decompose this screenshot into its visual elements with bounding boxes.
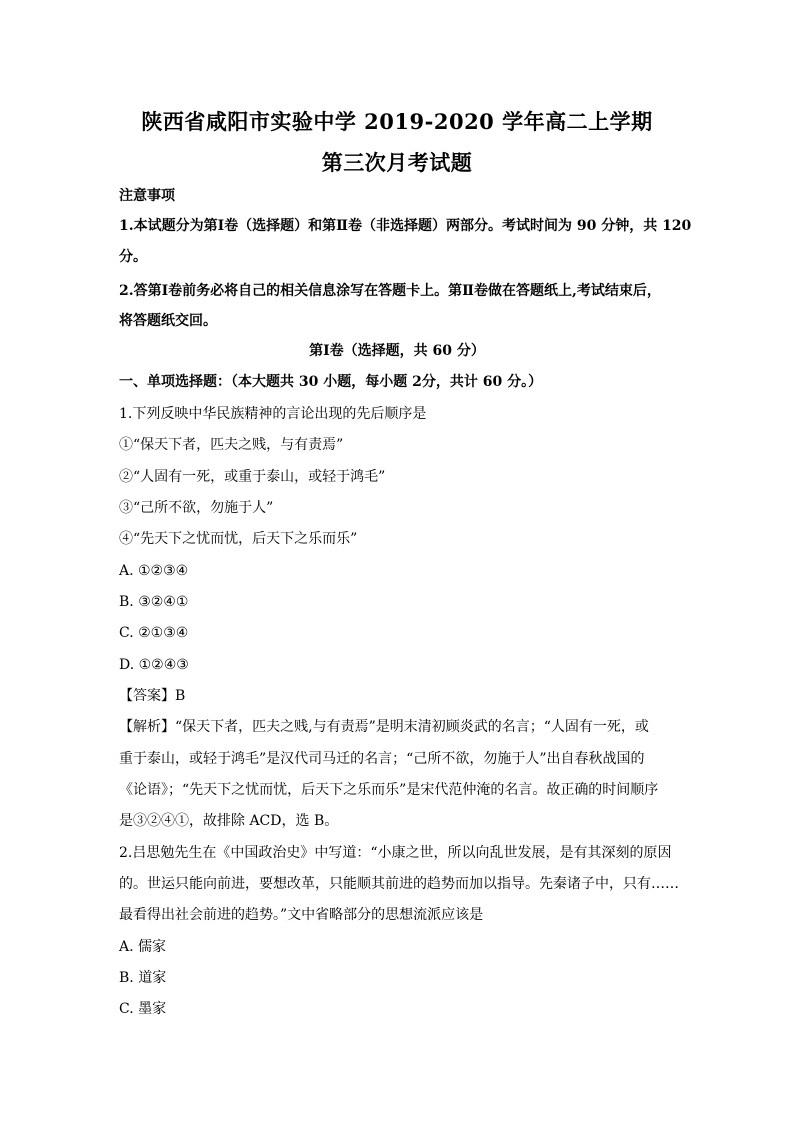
q1-option-b: B. ③②④① (119, 594, 189, 610)
q2-option-c: C. 墨家 (119, 1001, 167, 1017)
q1-option-c: C. ②①③④ (119, 625, 189, 641)
q1-answer: 【答案】B (119, 688, 186, 704)
exam-title-line2: 第三次月考试题 (321, 150, 473, 175)
q1-option-a: A. ①②③④ (119, 563, 189, 579)
part-heading: 一、单项选择题：（本大题共 30 小题，每小题 2分，共计 60 分。） (119, 374, 543, 390)
q1-explanation-4: 是③②④①，故排除 ACD，选 B。 (119, 813, 339, 829)
q2-stem-2: 的。世运只能向前进，要想改革，只能顺其前进的趋势而加以指导。先秦诸子中，只有…… (119, 876, 679, 892)
q1-explanation-2: 重于泰山，或轻于鸿毛”是汉代司马迁的名言；“己所不欲，勿施于人”出自春秋战国的 (119, 751, 645, 767)
notice-item-2-cont: 将答题纸交回。 (119, 313, 217, 329)
q1-option-d: D. ①②④③ (119, 657, 189, 673)
q1-statement-3: ③“己所不欲，勿施于人” (119, 500, 274, 516)
q2-option-a: A. 儒家 (119, 939, 167, 955)
q2-stem-3: 最看得出社会前进的趋势。”文中省略部分的思想流派应该是 (119, 907, 484, 923)
notice-item-2: 2.答第Ⅰ卷前务必将自己的相关信息涂写在答题卡上。第Ⅱ卷做在答题纸上,考试结束后， (119, 283, 661, 299)
q1-statement-4: ④“先天下之忧而忧，后天下之乐而乐” (119, 531, 358, 547)
exam-title-line1: 陕西省咸阳市实验中学 2019-2020 学年高二上学期 (141, 109, 653, 134)
q1-explanation-1: 【解析】“保天下者，匹夫之贱,与有责焉”是明末清初顾炎武的名言；“人固有一死，或 (119, 719, 649, 735)
q1-statement-2: ②“人固有一死，或重于泰山，或轻于鸿毛” (119, 469, 386, 485)
q1-stem: 1.下列反映中华民族精神的言论出现的先后顺序是 (119, 406, 427, 422)
section-title: 第Ⅰ卷（选择题，共 60 分） (309, 343, 485, 359)
notice-heading: 注意事项 (119, 188, 175, 204)
q2-option-b: B. 道家 (119, 970, 167, 986)
q1-explanation-3: 《论语》；“先天下之忧而忧，后天下之乐而乐”是宋代范仲淹的名言。故正确的时间顺序 (119, 782, 659, 798)
notice-item-1: 1.本试题分为第Ⅰ卷（选择题）和第Ⅱ卷（非选择题）两部分。考试时间为 90 分钟，共 120 (119, 218, 692, 234)
notice-item-1-cont: 分。 (119, 249, 147, 265)
q2-stem-1: 2.吕思勉先生在《中国政治史》中写道：“小康之世，所以向乱世发展，是有其深刻的原因 (119, 845, 672, 861)
q1-statement-1: ①“保天下者，匹夫之贱，与有责焉” (119, 437, 344, 453)
